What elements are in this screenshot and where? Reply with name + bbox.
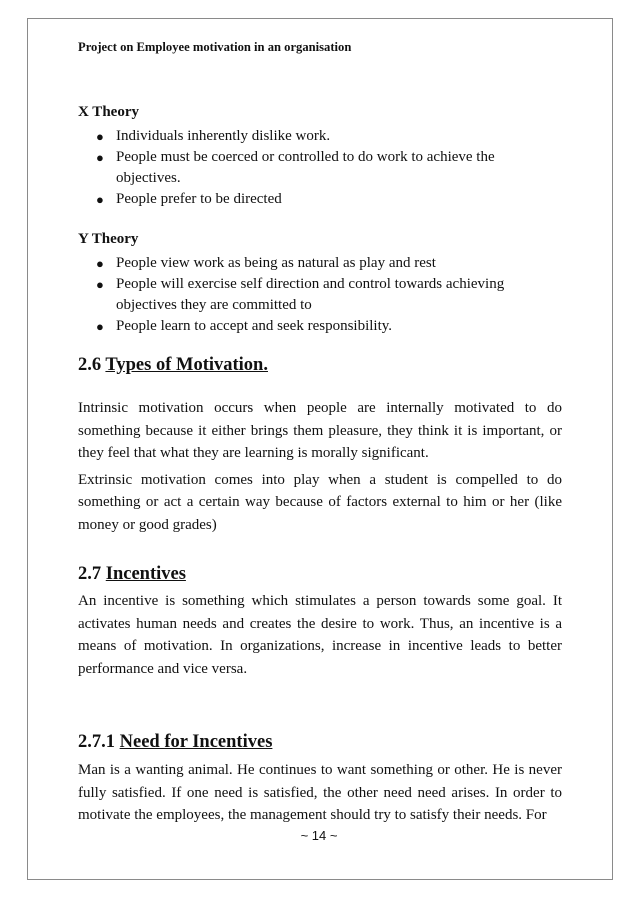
- bullet-icon: ●: [96, 150, 104, 165]
- paragraph-intrinsic: Intrinsic motivation occurs when people are internally motivated to do something because it either brings them pleasure, they think it is important, or they feel that what they are learning is morally significant.: [78, 400, 562, 461]
- list-item: ● People must be coerced or controlled to do work to achieve the objectives.: [96, 149, 495, 186]
- page-content: [78, 38, 562, 827]
- x-theory-list: [78, 126, 562, 210]
- bullet-icon: ●: [96, 277, 104, 292]
- list-item: ● People prefer to be directed: [78, 189, 562, 210]
- bullet-icon: ●: [96, 319, 104, 334]
- section-heading-2-7: 2.7 Incentives: [78, 564, 186, 584]
- bullet-icon: ●: [96, 129, 104, 144]
- bullet-icon: ●: [96, 256, 104, 271]
- list-item: ● People learn to accept and seek responsibility.: [78, 316, 562, 337]
- page-number: ~ 14 ~: [300, 828, 338, 843]
- y-theory-list: [78, 253, 562, 337]
- list-item: ● Individuals inherently dislike work.: [78, 126, 562, 147]
- paragraph-incentives: An incentive is something which stimulates a person towards some goal. It activates human needs and creates the desire to work. Thus, an incentive is a means of motivation. In organizations, increase in incentive leads to better performance and vice versa.: [78, 593, 562, 677]
- y-theory-heading: Y Theory: [78, 231, 139, 247]
- section-heading-2-7-1: 2.7.1 Need for Incentives: [78, 732, 273, 752]
- list-item: ● People will exercise self direction and control towards achieving objectives they are committed to: [96, 276, 505, 313]
- list-item: ● People view work as being as natural as play and rest: [78, 253, 562, 274]
- paragraph-need-for-incentives: Man is a wanting animal. He continues to want something or other. He is never fully satisfied. If one need is satisfied, the other need need arises. In order to motivate the employees, the management should try to satisfy their needs. For: [78, 762, 562, 823]
- x-theory-heading: X Theory: [78, 104, 139, 120]
- paragraph-extrinsic: Extrinsic motivation comes into play when a student is compelled to do something or act a certain way because of factors external to him or her (like money or good grades): [78, 471, 562, 533]
- bullet-icon: ●: [96, 192, 104, 207]
- section-heading-2-6: 2.6 Types of Motivation.: [78, 355, 268, 375]
- running-header: Project on Employee motivation in an organisation: [78, 40, 352, 54]
